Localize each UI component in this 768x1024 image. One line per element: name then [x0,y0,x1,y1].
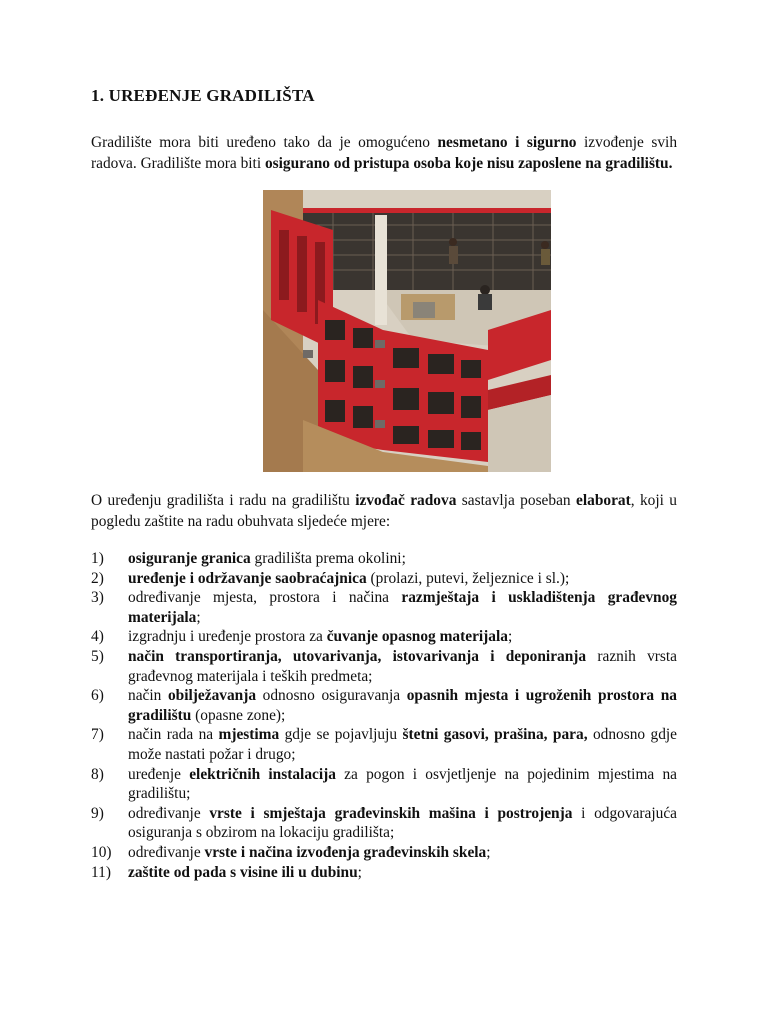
list-number: 7) [91,726,104,744]
list-bold: razmještaja i uskladištenja građevnog materijala [128,589,677,626]
list-bold: zaštite od pada s visine ili u dubinu [128,863,358,881]
list-item [91,804,677,843]
intro-text-1: Gradilište mora biti uređeno tako da je omogućeno [91,134,438,151]
list-number: 1) [91,550,104,567]
list-bold: električnih instalacija [189,765,336,783]
list-text: određivanje [128,804,210,822]
list-text: ; [357,863,362,881]
list-bold: čuvanje opasnog materijala [326,628,508,646]
intro-paragraph [91,132,677,174]
list-bold: uređenje i održavanje saobraćajnica [128,569,367,587]
list-text: gdje se pojavljuju [279,726,403,744]
list-bold: štetni gasovi, prašina, para, [402,726,588,744]
list-text: i odgovarajuća osiguranja s obzirom na lokaciju gradilišta; [128,804,677,842]
para2-bold-2: elaborat [576,492,631,509]
list-text: odnosno gdje može nastati požar i drugo; [128,726,678,763]
list-text: raznih vrsta građevnog materijala i teških predmeta; [128,647,677,685]
list-number: 5) [91,647,104,665]
list-item [91,863,677,883]
list-text: odnosno osiguravanja [256,687,407,705]
list-item [91,549,677,569]
list-bold: obilježavanja [167,687,257,705]
list-text: (opasne zone); [191,706,286,724]
list-text: izgradnju i uređenje prostora za [128,628,327,646]
list-item [91,843,677,863]
list-text: način [128,687,168,705]
list-item [91,765,677,804]
list-text: gradilišta prema okolini; [250,550,406,567]
para2-bold-1: izvođač radova [355,492,457,509]
list-bold: mjestima [218,726,280,744]
list-item [91,647,677,686]
list-number: 4) [91,628,104,646]
list-number: 3) [91,589,104,607]
list-item [91,569,677,589]
list-text: (prolazi, putevi, željeznice i sl.); [366,569,570,587]
list-text: određivanje [128,843,205,861]
list-number: 10) [91,843,112,861]
elaborat-paragraph [91,490,677,532]
para2-text-3: , koji u pogledu zaštite na radu obuhvata sljedeće mjere: [91,492,677,530]
list-bold: osiguranje granica [128,550,251,567]
list-number: 6) [91,687,104,705]
list-bold: vrste i smještaja građevinskih mašina i postrojenja [209,804,573,822]
section-title: 1. UREĐENJE GRADILIŠTA [91,86,315,105]
list-bold: način transportiranja, utovarivanja, istovarivanja i deponiranja [128,647,587,665]
list-text: ; [486,843,491,861]
list-bold: opasnih mjesta i ugroženih prostora na gradilištu [128,687,678,724]
intro-text-2: izvođenje svih radova. Gradilište mora biti [91,134,678,172]
list-number: 8) [91,765,104,783]
measures-list [91,549,677,882]
intro-bold-2: osigurano od pristupa osoba koje nisu zaposlene na gradilištu. [264,155,673,172]
list-number: 2) [91,569,104,587]
list-item [91,725,677,764]
list-bold: vrste i načina izvođenja građevinskih skela [204,843,487,861]
list-item [91,588,677,627]
list-text: određivanje mjesta, prostora i načina [128,589,402,607]
intro-bold-1: nesmetano i sigurno [437,134,577,151]
list-number: 9) [91,804,104,822]
list-text: način rada na [128,726,219,744]
para2-text-1: O uređenju gradilišta i radu na gradilištu [91,492,356,509]
list-item [91,627,677,647]
list-item [91,686,677,725]
para2-text-2: sastavlja poseban [456,492,577,509]
list-text: uređenje [128,765,190,783]
list-text: ; [507,628,513,646]
list-text: za pogon i osvjetljenje na pojedinim mjestima na gradilištu; [128,765,677,803]
construction-formwork-photo [263,190,551,472]
list-number: 11) [91,863,111,881]
list-text: ; [196,608,201,626]
